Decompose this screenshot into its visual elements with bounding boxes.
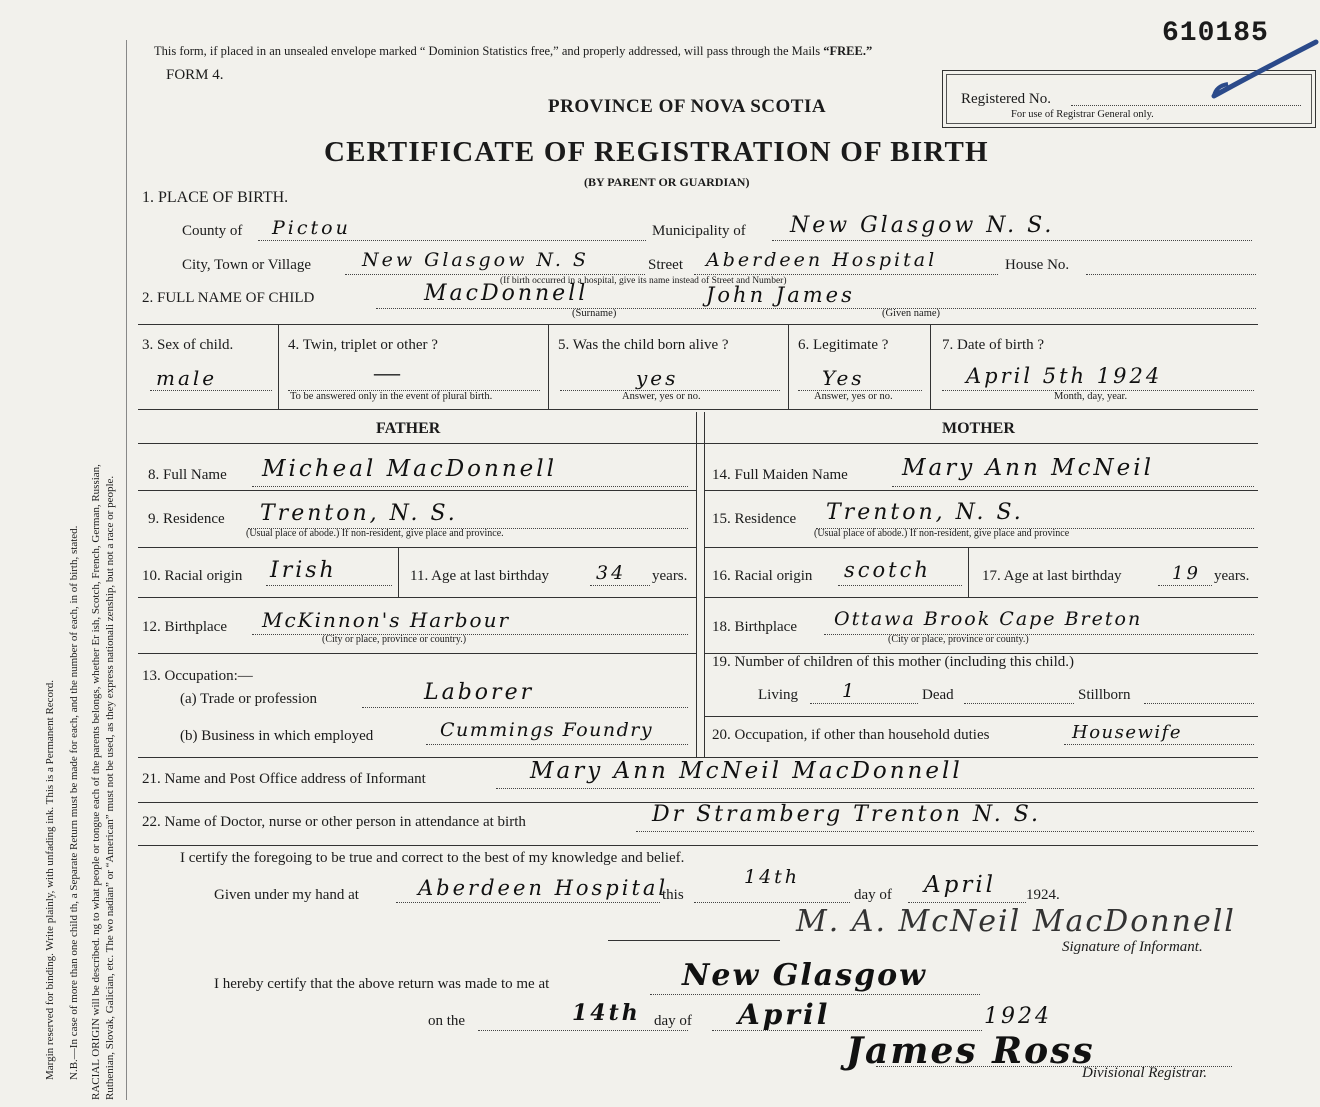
informant-signature-caption: Signature of Informant. xyxy=(1062,939,1203,955)
mother-heading: MOTHER xyxy=(942,420,1015,437)
place-of-birth-heading: 1. PLACE OF BIRTH. xyxy=(142,189,289,206)
living-value: 1 xyxy=(842,680,858,702)
mother-age-value: 19 xyxy=(1172,563,1201,584)
surname-caption: (Surname) xyxy=(572,308,617,319)
child-name-label: 2. FULL NAME OF CHILD xyxy=(142,290,315,306)
mother-residence-label: 15. Residence xyxy=(712,511,797,527)
mother-age-label: 17. Age at last birthday xyxy=(982,568,1122,584)
mother-name-value: Mary Ann McNeil xyxy=(902,455,1154,481)
given-place-value: Aberdeen Hospital xyxy=(418,876,669,900)
informant-label: 21. Name and Post Office address of Informant xyxy=(142,771,426,787)
father-birthplace-value: McKinnon's Harbour xyxy=(262,608,511,632)
city-label: City, Town or Village xyxy=(182,257,312,273)
registrar-month-value: April xyxy=(738,998,831,1031)
mother-occupation-label: 20. Occupation, if other than household duties xyxy=(712,727,990,743)
form-label: FORM 4. xyxy=(166,67,224,83)
mother-racial-origin-value: scotch xyxy=(844,558,931,582)
father-residence-value: Trenton, N. S. xyxy=(260,501,458,526)
registrar-year-value: 1924 xyxy=(984,1004,1052,1029)
certificate-subtitle: (BY PARENT OR GUARDIAN) xyxy=(584,175,750,189)
registrar-use-note: For use of Registrar General only. xyxy=(1011,109,1154,120)
county-value: Pictou xyxy=(272,217,351,239)
certificate-title: CERTIFICATE OF REGISTRATION OF BIRTH xyxy=(324,136,989,168)
given-day-value: 14th xyxy=(744,866,801,888)
trade-value: Laborer xyxy=(424,680,535,705)
born-alive-caption: Answer, yes or no. xyxy=(622,391,701,402)
date-of-birth-caption: Month, day, year. xyxy=(1054,391,1128,402)
date-of-birth-label: 7. Date of birth ? xyxy=(942,337,1045,353)
mother-age-unit: years. xyxy=(1214,568,1250,584)
business-label: (b) Business in which employed xyxy=(180,728,374,744)
registrar-place-value: New Glasgow xyxy=(682,958,927,993)
registered-number-label: Registered No. xyxy=(961,91,1051,107)
father-age-unit: years. xyxy=(652,568,688,584)
father-residence-label: 9. Residence xyxy=(148,511,225,527)
date-of-birth-value: April 5th 1924 xyxy=(966,364,1163,388)
given-name-caption: (Given name) xyxy=(882,308,941,319)
dead-label: Dead xyxy=(922,687,954,703)
margin-rule xyxy=(126,40,127,1100)
street-value: Aberdeen Hospital xyxy=(706,249,938,271)
day-of-label: day of xyxy=(854,887,892,903)
twin-value: — xyxy=(374,358,400,387)
registrar-day-of-label: day of xyxy=(654,1013,692,1029)
child-given-name: John James xyxy=(706,283,855,307)
children-count-label: 19. Number of children of this mother (including this child.) xyxy=(712,654,1075,670)
father-birthplace-caption: (City or place, province or country.) xyxy=(322,634,467,645)
business-value: Cummings Foundry xyxy=(440,719,654,741)
trade-label: (a) Trade or profession xyxy=(180,691,318,707)
side-note-multiple-births: N.B.—In case of more than one child th, a Separate Return must be made for each, and the number of each, in of birth, stated. xyxy=(68,525,80,1080)
side-note-nationality: Ruthenian, Slovak, Galician, etc. The wo nadian” or “American” must not be used, as they express nationali zenship, but not a race or people. xyxy=(104,475,116,1100)
mother-occupation-value: Housewife xyxy=(1072,722,1182,743)
father-age-value: 34 xyxy=(596,562,627,584)
father-name-value: Micheal MacDonnell xyxy=(262,456,557,482)
on-the-label: on the xyxy=(428,1013,466,1029)
municipality-value: New Glasgow N. S. xyxy=(790,213,1055,238)
county-label: County of xyxy=(182,223,243,239)
registrar-caption: Divisional Registrar. xyxy=(1082,1065,1208,1081)
side-note-racial-origin: RACIAL ORIGIN will be described. ng to what people or tongue each of the parents belongs, whether Er ish, Scotch, French, German, Russian, xyxy=(90,464,102,1100)
city-value: New Glasgow N. S xyxy=(362,249,589,271)
house-number-label: House No. xyxy=(1005,257,1070,273)
street-label: Street xyxy=(648,257,683,273)
doctor-value: Dr Stramberg Trenton N. S. xyxy=(652,802,1041,827)
father-age-label: 11. Age at last birthday xyxy=(410,568,549,584)
mother-birthplace-value: Ottawa Brook Cape Breton xyxy=(834,608,1143,630)
mother-residence-caption: (Usual place of abode.) If non-resident, give place and province xyxy=(814,528,1070,539)
mother-residence-value: Trenton, N. S. xyxy=(826,500,1024,525)
side-note-binding: Margin reserved for binding. Write plainly, with unfading ink. This is a Permanent Record. xyxy=(44,680,56,1080)
serial-number: 610185 xyxy=(1162,18,1269,49)
father-name-label: 8. Full Name xyxy=(148,467,227,483)
registrar-day-value: 14th xyxy=(572,1000,641,1026)
municipality-label: Municipality of xyxy=(652,223,746,239)
father-racial-origin-label: 10. Racial origin xyxy=(142,568,243,584)
check-mark-icon xyxy=(1210,36,1320,106)
this-label: this xyxy=(662,887,684,903)
legitimate-value: Yes xyxy=(822,366,865,390)
informant-value: Mary Ann McNeil MacDonnell xyxy=(530,758,963,784)
father-occupation-label: 13. Occupation:— xyxy=(142,668,253,684)
born-alive-value: yes xyxy=(636,366,679,390)
sex-label: 3. Sex of child. xyxy=(142,337,234,353)
mother-racial-origin-label: 16. Racial origin xyxy=(712,568,813,584)
twin-label: 4. Twin, triplet or other ? xyxy=(288,337,438,353)
registrar-signature: James Ross xyxy=(846,1030,1095,1072)
child-surname: MacDonnell xyxy=(424,281,589,306)
father-racial-origin-value: Irish xyxy=(270,558,337,583)
registrar-statement: I hereby certify that the above return was made to me at xyxy=(214,976,550,992)
doctor-label: 22. Name of Doctor, nurse or other person in attendance at birth xyxy=(142,814,526,830)
living-label: Living xyxy=(758,687,798,703)
legitimate-label: 6. Legitimate ? xyxy=(798,337,889,353)
given-under-label: Given under my hand at xyxy=(214,887,359,903)
father-heading: FATHER xyxy=(376,420,441,437)
legitimate-caption: Answer, yes or no. xyxy=(814,391,893,402)
stillborn-label: Stillborn xyxy=(1078,687,1131,703)
hospital-note: (If birth occurred in a hospital, give its name instead of Street and Number) xyxy=(500,276,787,286)
father-birthplace-label: 12. Birthplace xyxy=(142,619,227,635)
father-residence-caption: (Usual place of abode.) If non-resident, give place and province. xyxy=(246,528,504,539)
sex-value: male xyxy=(156,366,218,390)
mother-name-label: 14. Full Maiden Name xyxy=(712,467,848,483)
top-notice: This form, if placed in an unsealed envelope marked “ Dominion Statistics free,” and properly addressed, will pass through the Mails “FREE.” xyxy=(154,44,873,58)
given-month-value: April xyxy=(924,872,997,898)
informant-signature: M. A. McNeil MacDonnell xyxy=(796,904,1236,939)
mother-birthplace-label: 18. Birthplace xyxy=(712,619,797,635)
twin-caption: To be answered only in the event of plural birth. xyxy=(290,391,493,402)
province-heading: PROVINCE OF NOVA SCOTIA xyxy=(548,96,827,117)
given-year-value: 1924. xyxy=(1026,887,1060,903)
mother-birthplace-caption: (City or place, province or county.) xyxy=(888,634,1029,645)
certify-statement: I certify the foregoing to be true and correct to the best of my knowledge and belief. xyxy=(180,850,685,866)
born-alive-label: 5. Was the child born alive ? xyxy=(558,337,729,353)
